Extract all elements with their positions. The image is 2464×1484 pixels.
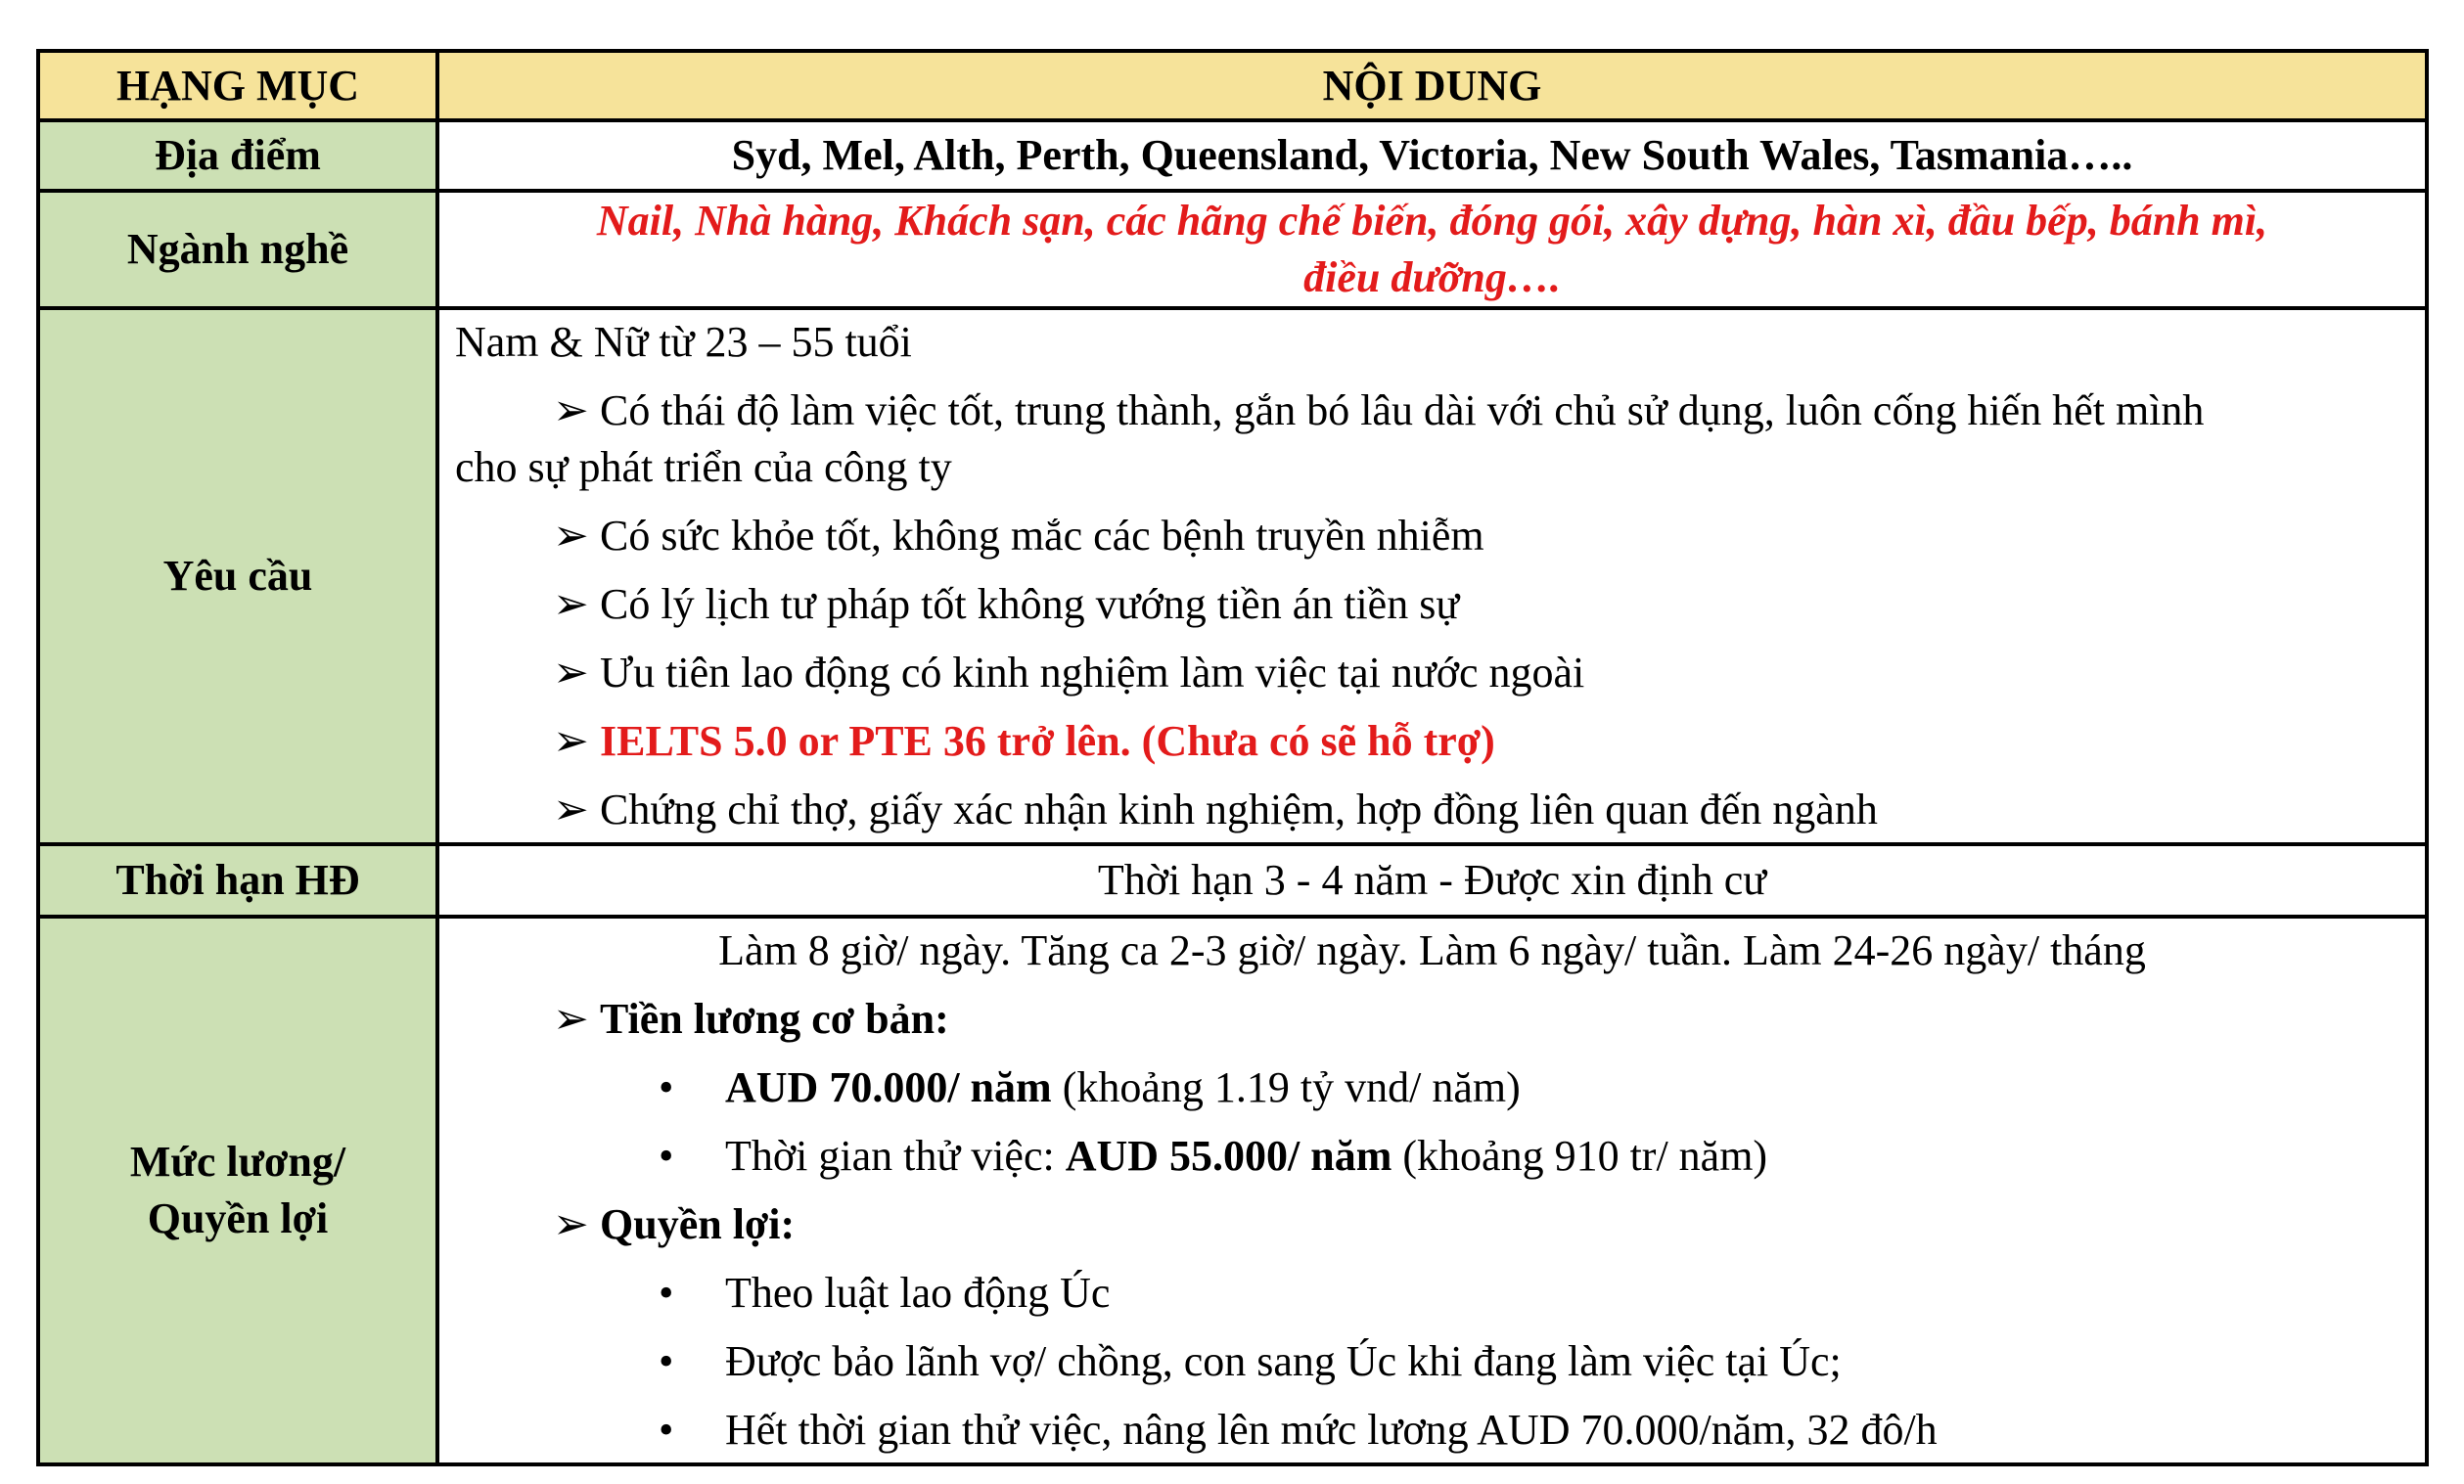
label-industry: Ngành nghề <box>38 191 437 308</box>
salary-value <box>437 917 2427 1464</box>
row-salary <box>38 917 2427 1464</box>
bullet-icon: • <box>659 1063 674 1111</box>
arrow-icon: ➢ <box>553 1200 589 1248</box>
header-row <box>38 51 2427 120</box>
label-salary-line-2: Quyền lợi <box>147 1194 329 1242</box>
base-salary-item: • AUD 70.000/ năm (khoảng 1.19 tỷ vnd/ năm) <box>455 1059 2409 1116</box>
arrow-icon: ➢ <box>553 512 589 560</box>
requirements-value <box>437 308 2427 844</box>
working-hours: Làm 8 giờ/ ngày. Tăng ca 2-3 giờ/ ngày. Làm 6 ngày/ tuần. Làm 24-26 ngày/ tháng <box>718 926 2146 974</box>
benefit-item: • Hết thời gian thử việc, nâng lên mức lương AUD 70.000/năm, 32 đô/h <box>455 1402 2409 1459</box>
label-salary <box>38 917 437 1464</box>
bullet-icon: • <box>659 1337 674 1385</box>
requirement-item-continued: cho sự phát triển của công ty <box>455 443 952 491</box>
arrow-icon: ➢ <box>553 717 589 765</box>
bullet-icon: • <box>659 1406 674 1454</box>
industry-line-1: Nail, Nhà hàng, Khách sạn, các hãng chế biến, đóng gói, xây dựng, hàn xì, đầu bếp, bánh mì, <box>596 197 2268 245</box>
term-value: Thời hạn 3 - 4 năm - Được xin định cư <box>437 844 2427 917</box>
bullet-icon: • <box>659 1132 674 1180</box>
requirements-intro: Nam & Nữ từ 23 – 55 tuổi <box>455 318 912 366</box>
row-industry <box>38 191 2427 308</box>
arrow-icon: ➢ <box>553 386 589 434</box>
location-value: Syd, Mel, Alth, Perth, Queensland, Victoria, New South Wales, Tasmania….. <box>437 120 2427 191</box>
industry-value <box>437 191 2427 308</box>
label-location: Địa điểm <box>38 120 437 191</box>
base-salary-heading: ➢ Tiền lương cơ bản: <box>455 991 2409 1048</box>
arrow-icon: ➢ <box>553 649 589 697</box>
requirement-item: ➢ Có sức khỏe tốt, không mắc các bệnh truyền nhiễm <box>455 508 2409 564</box>
bullet-icon: • <box>659 1269 674 1317</box>
label-requirements: Yêu cầu <box>38 308 437 844</box>
benefit-item: • Được bảo lãnh vợ/ chồng, con sang Úc khi đang làm việc tại Úc; <box>455 1333 2409 1390</box>
label-term: Thời hạn HĐ <box>38 844 437 917</box>
industry-line-2: điều dưỡng…. <box>1303 253 1561 301</box>
requirement-item: ➢ Có lý lịch tư pháp tốt không vướng tiền án tiền sự <box>455 576 2409 633</box>
header-content: NỘI DUNG <box>437 51 2427 120</box>
row-term <box>38 844 2427 917</box>
row-requirements <box>38 308 2427 844</box>
job-info-table <box>36 49 2429 1466</box>
arrow-icon: ➢ <box>553 786 589 833</box>
requirement-item: ➢ Chứng chỉ thợ, giấy xác nhận kinh nghiệm, hợp đồng liên quan đến ngành <box>455 782 2409 838</box>
header-category: HẠNG MỤC <box>38 51 437 120</box>
benefit-item: • Theo luật lao động Úc <box>455 1265 2409 1322</box>
row-location <box>38 120 2427 191</box>
label-salary-line-1: Mức lương/ <box>129 1138 346 1186</box>
requirement-item-english: ➢ IELTS 5.0 or PTE 36 trở lên. (Chưa có sẽ hỗ trợ) <box>455 713 2409 770</box>
requirement-item: ➢ Ưu tiên lao động có kinh nghiệm làm việc tại nước ngoài <box>455 645 2409 701</box>
arrow-icon: ➢ <box>553 580 589 628</box>
requirement-item: ➢ Có thái độ làm việc tốt, trung thành, gắn bó lâu dài với chủ sử dụng, luôn cống hiến hết mình <box>455 382 2409 439</box>
probation-salary-item: • Thời gian thử việc: AUD 55.000/ năm (khoảng 910 tr/ năm) <box>455 1128 2409 1185</box>
arrow-icon: ➢ <box>553 995 589 1043</box>
benefits-heading: ➢ Quyền lợi: <box>455 1196 2409 1253</box>
